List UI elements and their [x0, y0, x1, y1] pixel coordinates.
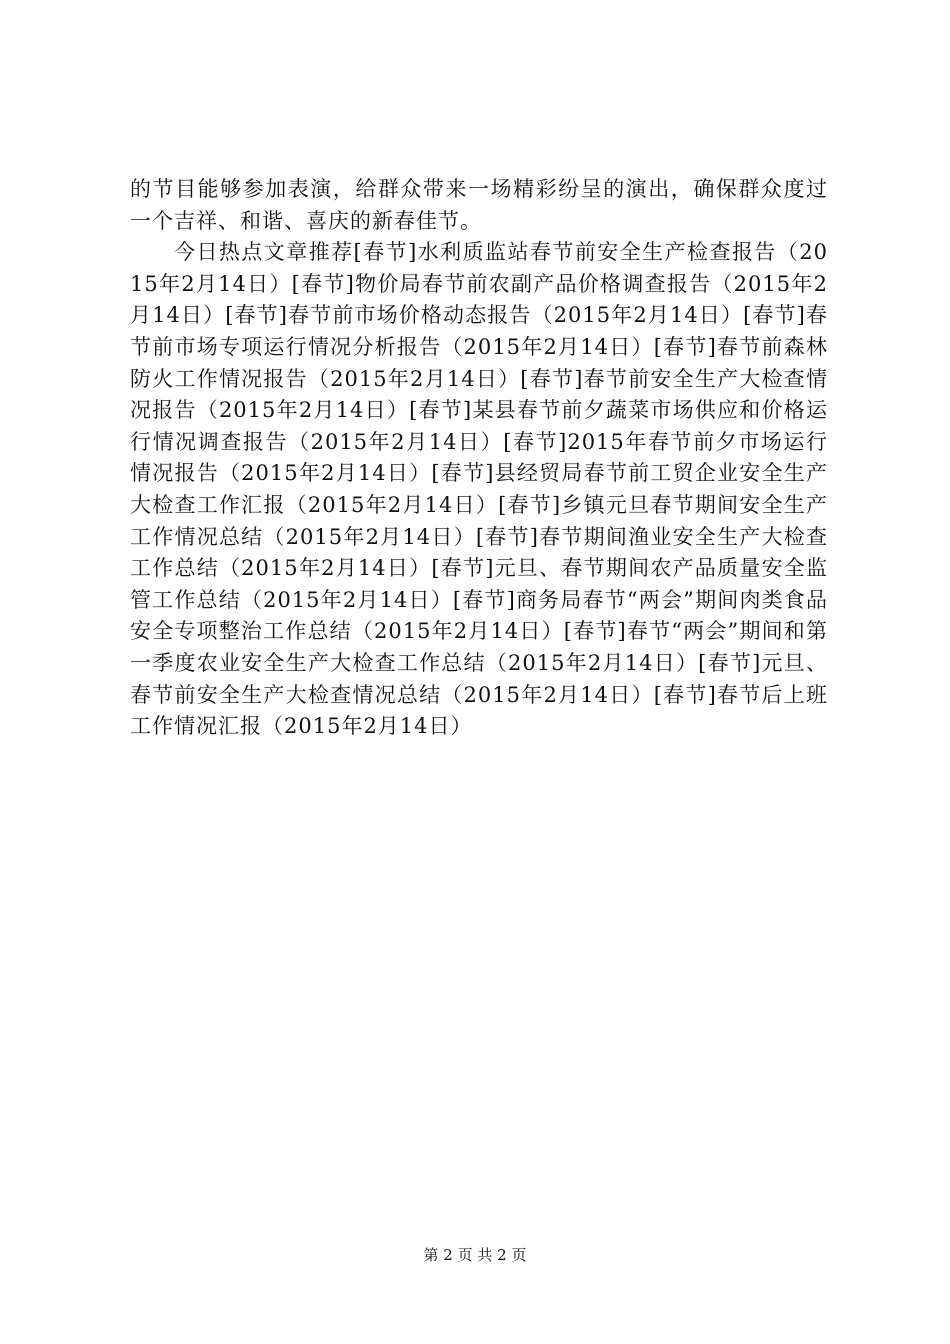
document-body	[130, 174, 828, 743]
paragraph-continuation: 的节目能够参加表演，给群众带来一场精彩纷呈的演出，确保群众度过一个吉祥、和谐、喜庆的新春佳节。	[130, 177, 828, 233]
page-footer: 第 2 页 共 2 页	[423, 1246, 527, 1264]
paragraph-hot-articles: 今日热点文章推荐[春节]水利质监站春节前安全生产检查报告（2015年2月14日）[春节]物价局春节前农副产品价格调查报告（2015年2月14日）[春节]春节前市场价格动态报告（2015年2月14日）[春节]春节前市场专项运行情况分析报告（2015年2月14日）[春节]春节前森林防火工作情况报告（2015年2月14日）[春节]春节前安全生产大检查情况报告（2015年2月14日）[春节]某县春节前夕蔬菜市场供应和价格运行情况调查报告（2015年2月14日）[春节]2015年春节前夕市场运行情况报告（2015年2月14日）[春节]县经贸局春节前工贸企业安全生产大检查工作汇报（2015年2月14日）[春节]乡镇元旦春节期间安全生产工作情况总结（2015年2月14日）[春节]春节期间渔业安全生产大检查工作总结（2015年2月14日）[春节]元旦、春节期间农产品质量安全监管工作总结（2015年2月14日）[春节]商务局春节“两会”期间肉类食品安全专项整治工作总结（2015年2月14日）[春节]春节“两会”期间和第一季度农业安全生产大检查工作总结（2015年2月14日）[春节]元旦、春节前安全生产大检查情况总结（2015年2月14日）[春节]春节后上班工作情况汇报（2015年2月14日）	[130, 240, 828, 739]
